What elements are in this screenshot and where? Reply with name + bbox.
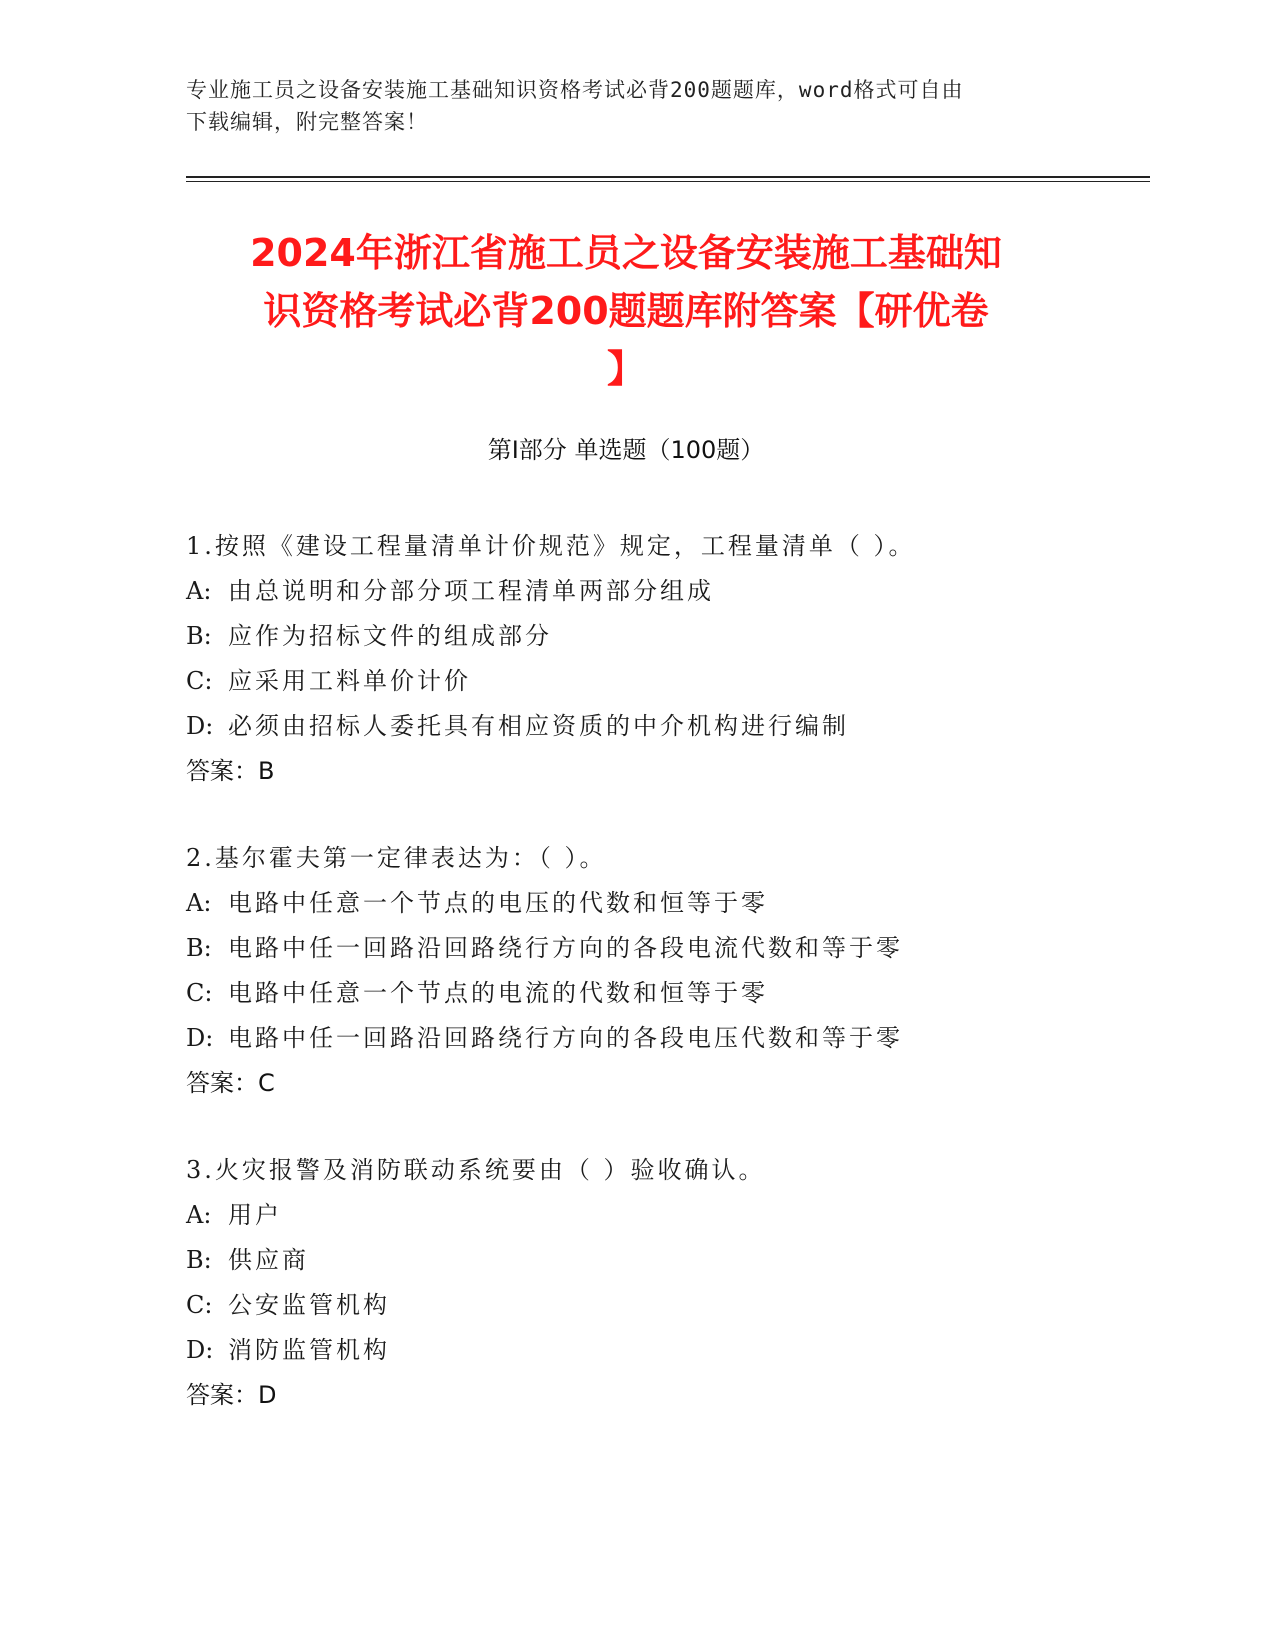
option-text: 电路中任一回路沿回路绕行方向的各段电压代数和等于零: [228, 1024, 903, 1052]
answer: 答案：B: [186, 757, 275, 785]
section-heading: 第Ⅰ部分 单选题（100题）: [487, 436, 765, 464]
header-note-line-2: 下载编辑，附完整答案！: [186, 110, 428, 134]
option-key: A:: [186, 577, 212, 605]
header-divider-thin: [186, 181, 1150, 182]
option-text: 电路中任意一个节点的电压的代数和恒等于零: [228, 889, 768, 917]
option-text: 供应商: [228, 1246, 309, 1274]
header-divider-thick: [186, 176, 1150, 178]
option-d: [186, 1016, 1146, 1061]
question-stem: 3.火灾报警及消防联动系统要由（ ）验收确认。: [186, 1156, 766, 1184]
option-key: C:: [186, 1291, 213, 1319]
answer: 答案：C: [186, 1069, 275, 1097]
option-a: [186, 569, 1146, 614]
option-text: 用户: [228, 1201, 282, 1229]
option-text: 公安监管机构: [228, 1291, 390, 1319]
option-a: [186, 881, 1146, 926]
document-title-line-2: 识资格考试必背200题题库附答案【研优卷: [263, 289, 989, 333]
option-key: A:: [186, 1201, 212, 1229]
question-3: [186, 1148, 1146, 1418]
document-title: [186, 224, 1066, 398]
answer: 答案：D: [186, 1381, 277, 1409]
option-d: [186, 704, 1146, 749]
option-text: 必须由招标人委托具有相应资质的中介机构进行编制: [228, 712, 849, 740]
option-key: C:: [186, 979, 213, 1007]
option-text: 应作为招标文件的组成部分: [228, 622, 552, 650]
option-text: 由总说明和分部分项工程清单两部分组成: [228, 577, 714, 605]
header-note-line-1: 专业施工员之设备安装施工基础知识资格考试必背200题题库，word格式可自由: [186, 78, 964, 102]
option-c: [186, 971, 1146, 1016]
option-c: [186, 659, 1146, 704]
document-title-line-1: 2024年浙江省施工员之设备安装施工基础知: [250, 231, 1002, 275]
option-key: D:: [186, 712, 214, 740]
question-1: [186, 524, 1146, 794]
option-key: D:: [186, 1336, 214, 1364]
header-note: [186, 74, 1086, 138]
option-text: 电路中任意一个节点的电流的代数和恒等于零: [228, 979, 768, 1007]
option-text: 电路中任一回路沿回路绕行方向的各段电流代数和等于零: [228, 934, 903, 962]
option-key: B:: [186, 622, 212, 650]
option-key: C:: [186, 667, 213, 695]
option-key: B:: [186, 934, 212, 962]
option-text: 消防监管机构: [228, 1336, 390, 1364]
option-b: [186, 926, 1146, 971]
option-key: B:: [186, 1246, 212, 1274]
option-key: D:: [186, 1024, 214, 1052]
option-b: [186, 1238, 1146, 1283]
document-title-line-3: 】: [606, 347, 645, 391]
option-text: 应采用工料单价计价: [228, 667, 471, 695]
option-d: [186, 1328, 1146, 1373]
option-c: [186, 1283, 1146, 1328]
option-key: A:: [186, 889, 212, 917]
question-2: [186, 836, 1146, 1106]
question-stem: 1.按照《建设工程量清单计价规范》规定，工程量清单（ ）。: [186, 532, 916, 560]
option-b: [186, 614, 1146, 659]
question-list: [186, 524, 1146, 1460]
option-a: [186, 1193, 1146, 1238]
question-stem: 2.基尔霍夫第一定律表达为：（ ）。: [186, 844, 607, 872]
